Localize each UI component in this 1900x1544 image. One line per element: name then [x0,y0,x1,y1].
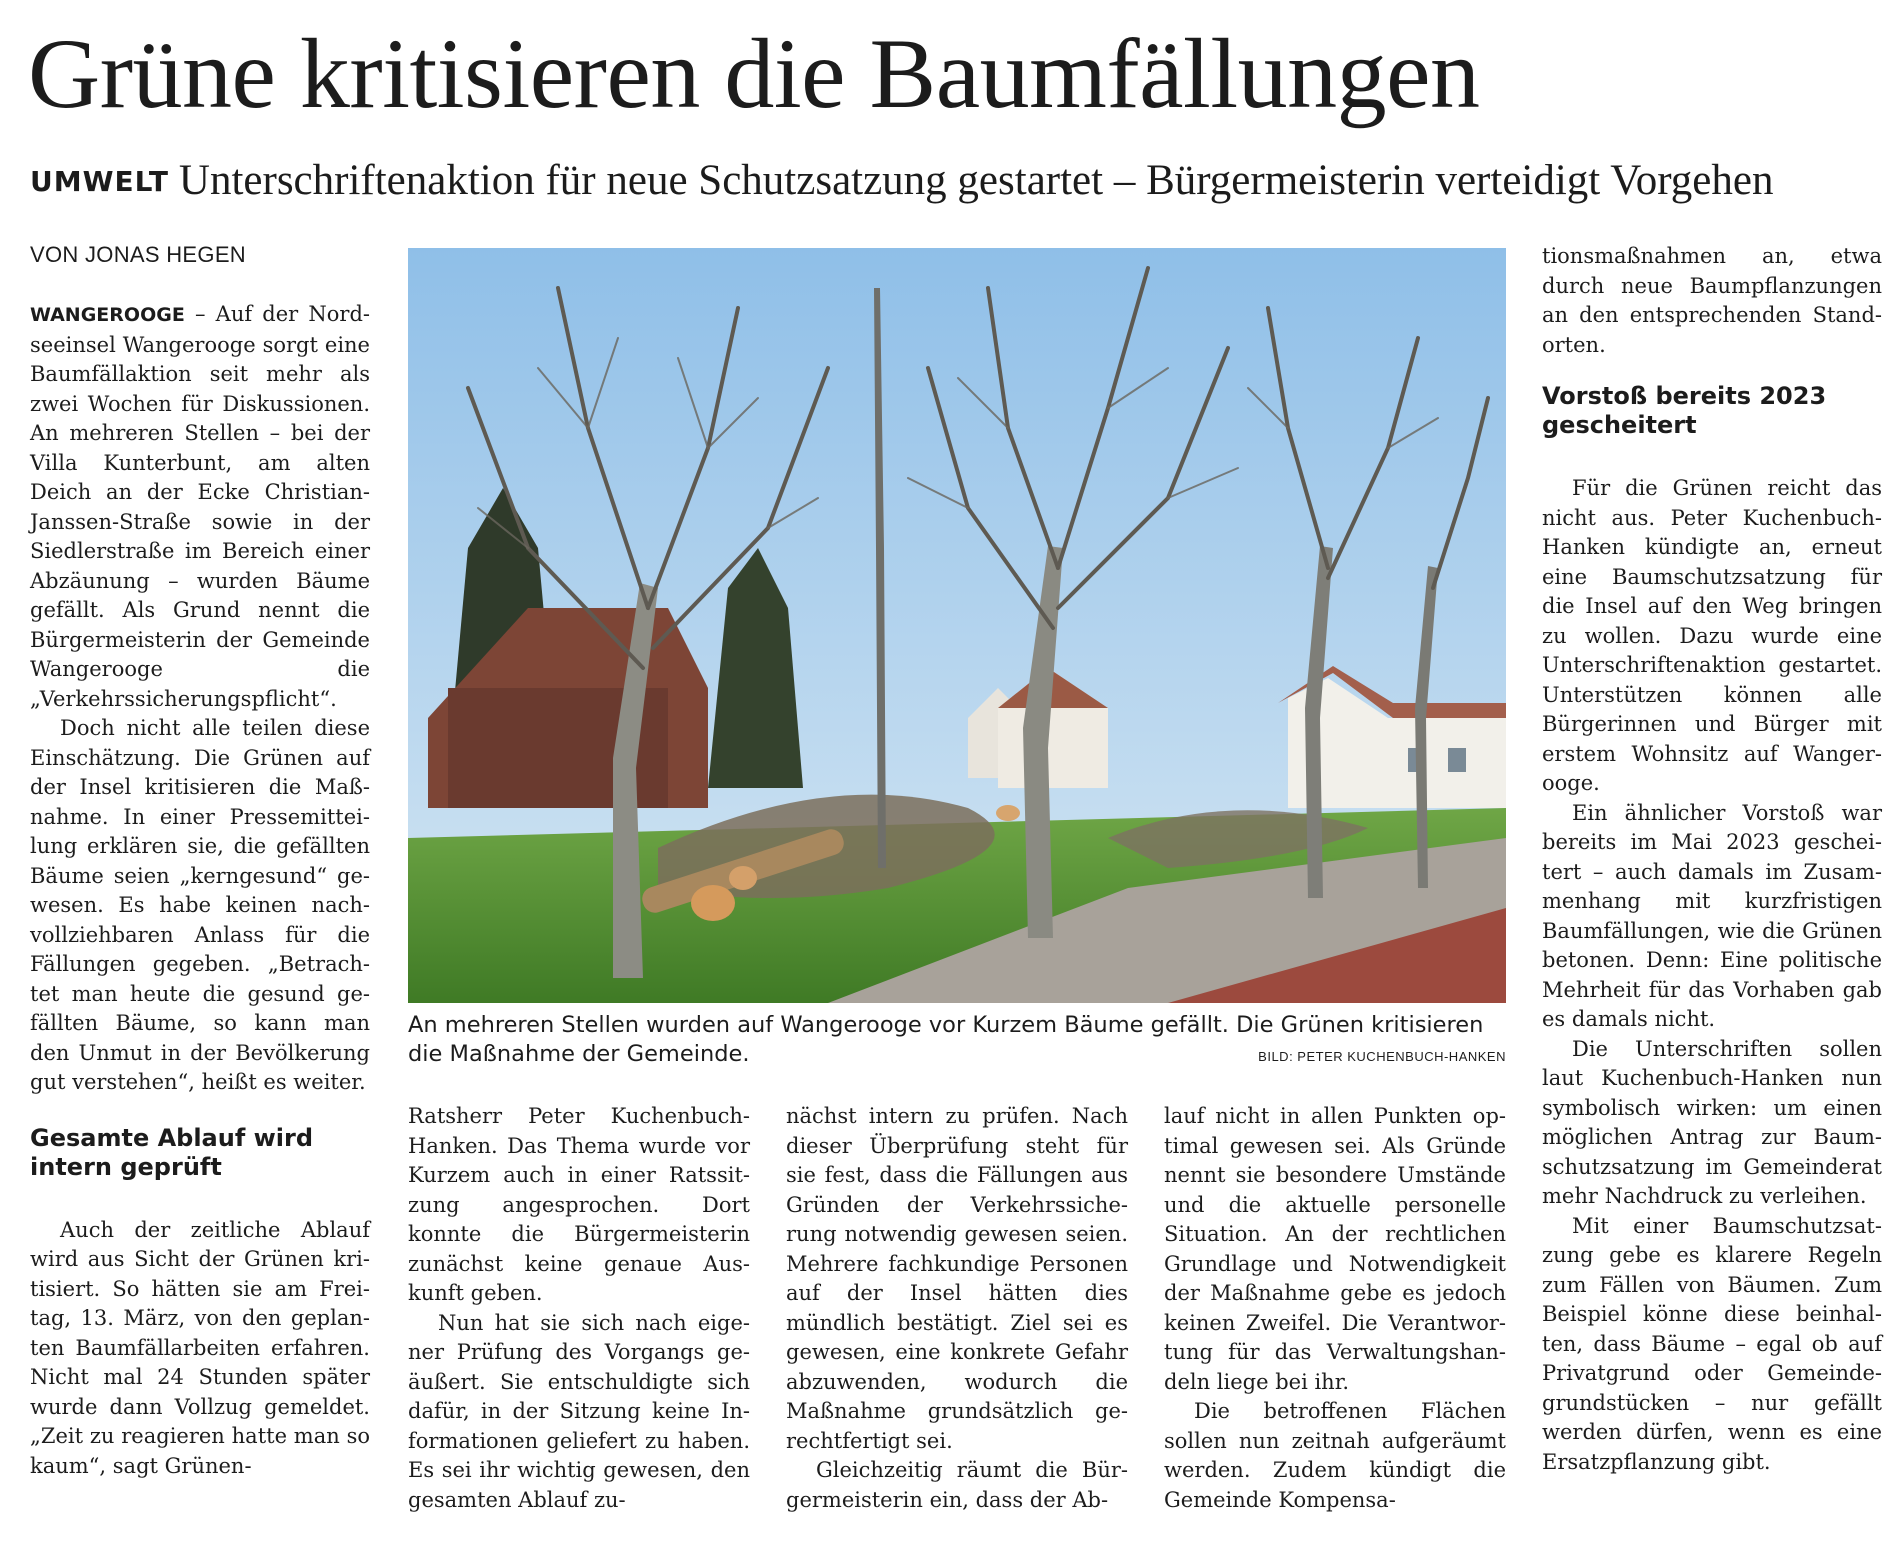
photo-caption: An mehreren Stellen wurden auf Wangerooge vor Kurzem Bäume gefällt. Die Grünen kritisieren die Maßnahme der Gemeinde. [408,1012,1484,1067]
subheading: Gesamte Ablauf wird intern geprüft [30,1123,314,1181]
article-column-2 [408,1102,750,1515]
byline: VON JONAS HEGEN [30,242,246,267]
paragraph: Ein ähnlicher Vorstoß war bereits im Mai 2023 gescheitert – auch damals im Zusammenhang mit kurzfristigen Baumfällungen, wie die Grünen betonen. Denn: Eine politische Mehrheit für das Vorhaben gab es damals nicht. [1542,800,1882,1031]
article-column-1 [30,300,370,1481]
paragraph: Die betroffenen Flächen sollen nun zeitnah aufgeräumt werden. Zudem kündigt die Gemeinde Kompensa- [1164,1399,1506,1512]
paragraph: Mit einer Baumschutzsatzung gebe es klarere Regeln zum Fällen von Bäumen. Zum Beispiel könne diese beinhalten, dass Bäume – egal ob auf Privatgrund oder Gemeindegrundstücken – nur gefällt werden dürfen, wenn es eine Ersatzpflanzung gibt. [1542,1213,1882,1474]
dateline: WANGEROOGE [30,304,185,326]
paragraph: Für die Grünen reicht das nicht aus. Peter Kuchenbuch-Hanken kündigte an, erneut eine Baumschutzsatzung für die Insel auf den Weg bringen zu wollen. Dazu wurde eine Unterschriftenaktion gestartet. Unterstützen können alle Bürgerinnen und Bürger mit erstem Wohnsitz auf Wangerooge. [1542,476,1882,795]
subheading: Vorstoß bereits 2023 gescheitert [1542,382,1827,439]
paragraph: Die Unterschriften sollen laut Kuchenbuch-Hanken nun symbolisch wirken: um einen möglichen Antrag zur Baumschutzsatzung im Gemeinderat mehr Nachdruck zu verleihen. [1542,1036,1882,1208]
paragraph: nächst intern zu prüfen. Nach dieser Überprüfung steht für sie fest, dass die Fällungen aus Gründen der Verkehrssicherung notwendig gewesen seien. Mehrere fachkundige Personen auf der Insel hätten dies mündlich bestätigt. Ziel sei es gewesen, eine konkrete Gefahr abzuwenden, wodurch die Maßnahme grundsätzlich gerechtfertigt sei. [786,1104,1128,1453]
paragraph: Auch der zeitliche Ablauf wird aus Sicht der Grünen kritisiert. So hätten sie am Freitag, 13. März, von den geplanten Baumfällarbeiten erfahren. Nicht mal 24 Stunden später wurde dann Vollzug gemeldet. „Zeit zu reagieren hatte man so kaum“, sagt Grünen- [30,1217,370,1478]
section-kicker: UMWELT [30,165,169,198]
subheadline: Unterschriftenaktion für neue Schutzsatzung gestartet – Bürgermeisterin verteidigt Vorgehen [178,157,1774,204]
subheadline-line [30,156,1880,205]
paragraph: tionsmaßnahmen an, etwa durch neue Baumpflanzungen an den entsprechenden Standorten. [1542,244,1882,357]
paragraph [30,300,370,714]
paragraph: Gleichzeitig räumt die Bürgermeisterin ein, dass der Ab- [786,1458,1128,1512]
paragraph: Doch nicht alle teilen diese Einschätzung. Die Grünen auf der Insel kritisieren die Maßnahme. In einer Pressemitteilung erklären sie, die gefällten Bäume seien „kerngesund“ gewesen. Es habe keinen nachvollziehbaren Anlass für die Fällungen gegeben. „Betrachtet man heute die gesund gefällten Bäume, so kann man den Unmut in der Bevölkerung gut verstehen“, heißt es weiter. [30,716,370,1094]
photo-credit: BILD: PETER KUCHENBUCH-HANKEN [1258,1049,1506,1064]
paragraph: Ratsherr Peter Kuchenbuch-Hanken. Das Thema wurde vor Kurzem auch in einer Ratssitzung angesprochen. Dort konnte die Bürgermeisterin zunächst keine genaue Auskunft geben. [408,1104,750,1305]
trees-photo-illustration [408,248,1506,1003]
paragraph: lauf nicht in allen Punkten optimal gewesen sei. Als Gründe nennt sie besondere Umstände und die aktuelle personelle Situation. An der rechtlichen Grundlage und Notwendigkeit der Maßnahme gebe es jedoch keinen Zweifel. Die Verantwortung für das Verwaltungshandeln liege bei ihr. [1164,1104,1506,1394]
article-column-4 [1164,1102,1506,1515]
article-column-5 [1542,242,1882,1477]
headline: Grüne kritisieren die Baumfällungen [28,18,1480,129]
paragraph-text: – Auf der Nordseeinsel Wangerooge sorgt eine Baumfällaktion seit mehr als zwei Wochen für Diskussionen. An mehreren Stellen – bei der Villa Kunterbunt, am alten Deich an der Ecke Christian-Janssen-Straße sowie in der Siedlerstraße im Bereich einer Abzäunung – wurden Bäume gefällt. Als Grund nennt die Bürgermeisterin der Gemeinde Wangerooge die „Verkehrssicherungspflicht“. [30,302,370,711]
paragraph: Nun hat sie sich nach eigener Prüfung des Vorgangs geäußert. Sie entschuldigte sich dafür, in der Sitzung keine Informationen geliefert zu haben. Es sei ihr wichtig gewesen, den gesamten Ablauf zu- [408,1310,750,1512]
article-photo [408,248,1506,1003]
article-column-3 [786,1102,1128,1515]
